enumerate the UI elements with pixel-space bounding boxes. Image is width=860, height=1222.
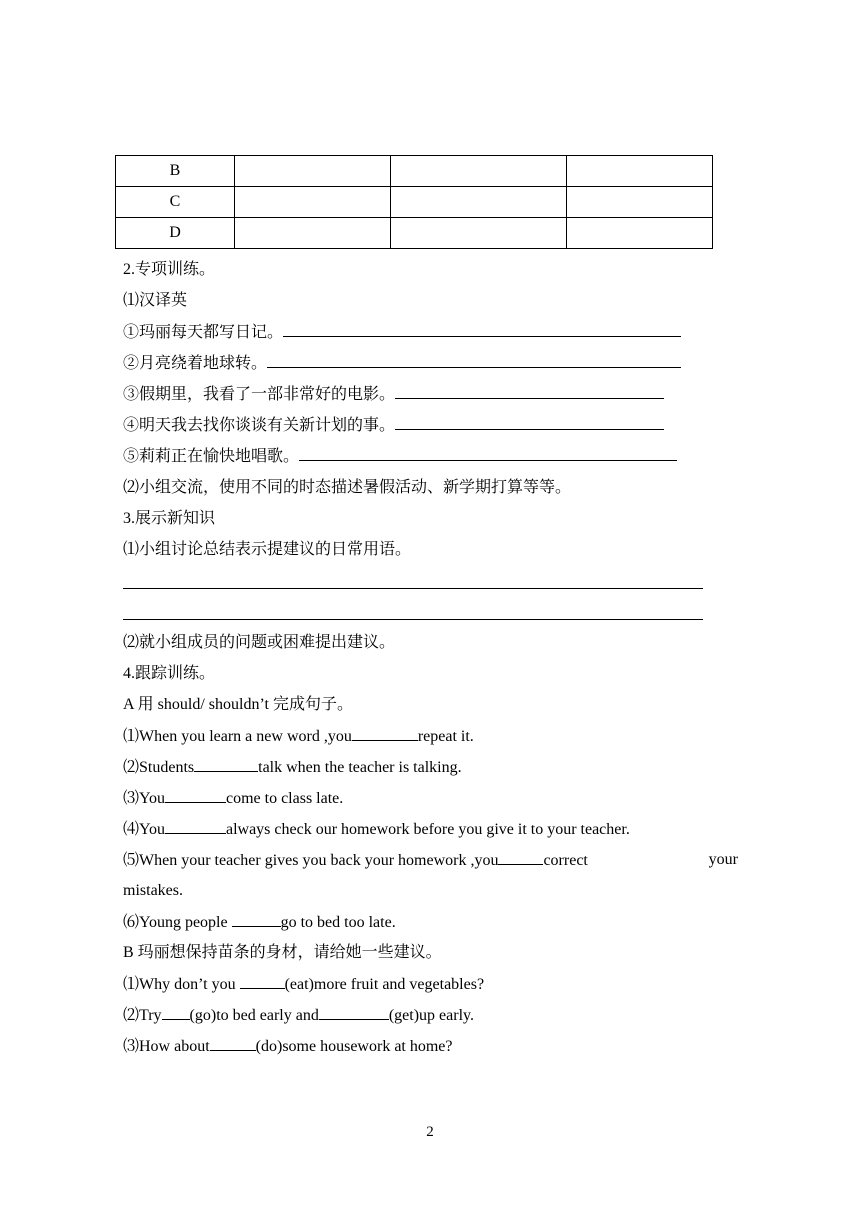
answer-table [115,155,713,249]
answer-blank[interactable] [165,819,226,834]
table-cell [235,156,391,187]
answer-blank[interactable] [283,322,681,337]
exercise-b-title: B 玛丽想保持苗条的身材，请给她一些建议。 [123,944,442,961]
exercise-item [123,757,462,778]
item-text: your [708,851,738,868]
table-cell [391,187,567,218]
table-row [116,187,713,218]
answer-blank[interactable] [395,415,664,430]
section-heading: 2.专项训练。 [123,261,216,278]
answer-line[interactable] [123,588,703,589]
table-row [116,218,713,249]
item-text: come to class late. [225,790,344,807]
page-number: 2 [426,1124,434,1140]
exercise-item [123,1036,453,1057]
row-label: D [116,218,235,249]
table-cell [235,218,391,249]
section-heading: 3.展示新知识 [123,510,216,527]
item-text: ⑸When your teacher gives you back your homework ,you [123,852,499,869]
instruction-text: ⑴小组讨论总结表示提建议的日常用语。 [123,541,412,558]
exercise-item [123,850,738,871]
item-text: ⑶How about [123,1038,210,1055]
table-row [116,156,713,187]
translation-item [123,446,677,467]
item-text: go to bed too late. [280,914,396,931]
answer-blank[interactable] [395,384,664,399]
exercise-item [123,726,474,747]
item-text: ⑴Why don’t you [123,976,240,993]
translation-item [123,384,664,405]
answer-blank[interactable] [498,850,543,865]
translation-item [123,415,664,436]
row-label: B [116,156,235,187]
item-text: correct [543,852,588,869]
answer-blank[interactable] [162,1005,190,1020]
answer-blank[interactable] [299,446,677,461]
item-text: ②月亮绕着地球转。 [123,355,268,372]
item-text: ⑵Try [123,1007,162,1024]
item-text: ③假期里，我看了一部非常好的电影。 [123,386,396,403]
item-text: ⑴When you learn a new word ,you [123,728,352,745]
answer-blank[interactable] [210,1036,256,1051]
row-label: C [116,187,235,218]
item-text: (eat)more fruit and vegetables? [284,976,485,993]
item-continuation: mistakes. [123,882,183,899]
exercise-item [123,1005,474,1026]
exercise-item [123,974,484,995]
item-text: ⑶You [123,790,165,807]
item-text: ⑷You [123,821,165,838]
exercise-item [123,819,630,840]
item-text: always check our homework before you give it to your teacher. [225,821,630,838]
table-cell [567,156,713,187]
exercise-item [123,912,396,933]
item-text: talk when the teacher is talking. [258,759,462,776]
section-heading: 4.跟踪训练。 [123,665,216,682]
translation-item [123,322,681,343]
answer-blank[interactable] [240,974,285,989]
answer-blank[interactable] [232,912,281,927]
item-text: ⑤莉莉正在愉快地唱歌。 [123,448,300,465]
item-text: ⑹Young people [123,914,232,931]
answer-blank[interactable] [165,788,226,803]
instruction-text: ⑵就小组成员的问题或困难提出建议。 [123,634,396,651]
item-text: ①玛丽每天都写日记。 [123,324,284,341]
table-cell [567,187,713,218]
item-text: (do)some housework at home? [255,1038,453,1055]
item-text: ⑵Students [123,759,195,776]
item-text: (get)up early. [388,1007,474,1024]
answer-line[interactable] [123,619,703,620]
instruction-text: ⑵小组交流，使用不同的时态描述暑假活动、新学期打算等等。 [123,479,572,496]
answer-blank[interactable] [352,726,418,741]
table-cell [391,218,567,249]
subsection-title: ⑴汉译英 [123,292,188,309]
item-text: repeat it. [417,728,474,745]
item-text: ④明天我去找你谈谈有关新计划的事。 [123,417,396,434]
table-cell [235,187,391,218]
answer-blank[interactable] [267,353,681,368]
translation-item [123,353,681,374]
answer-blank[interactable] [194,757,258,772]
table-cell [567,218,713,249]
item-text [123,850,588,871]
exercise-item [123,788,343,809]
exercise-a-title: A 用 should/ shouldn’t 完成句子。 [123,696,353,713]
item-text: (go)to bed early and [189,1007,319,1024]
answer-blank[interactable] [319,1005,389,1020]
table-cell [391,156,567,187]
